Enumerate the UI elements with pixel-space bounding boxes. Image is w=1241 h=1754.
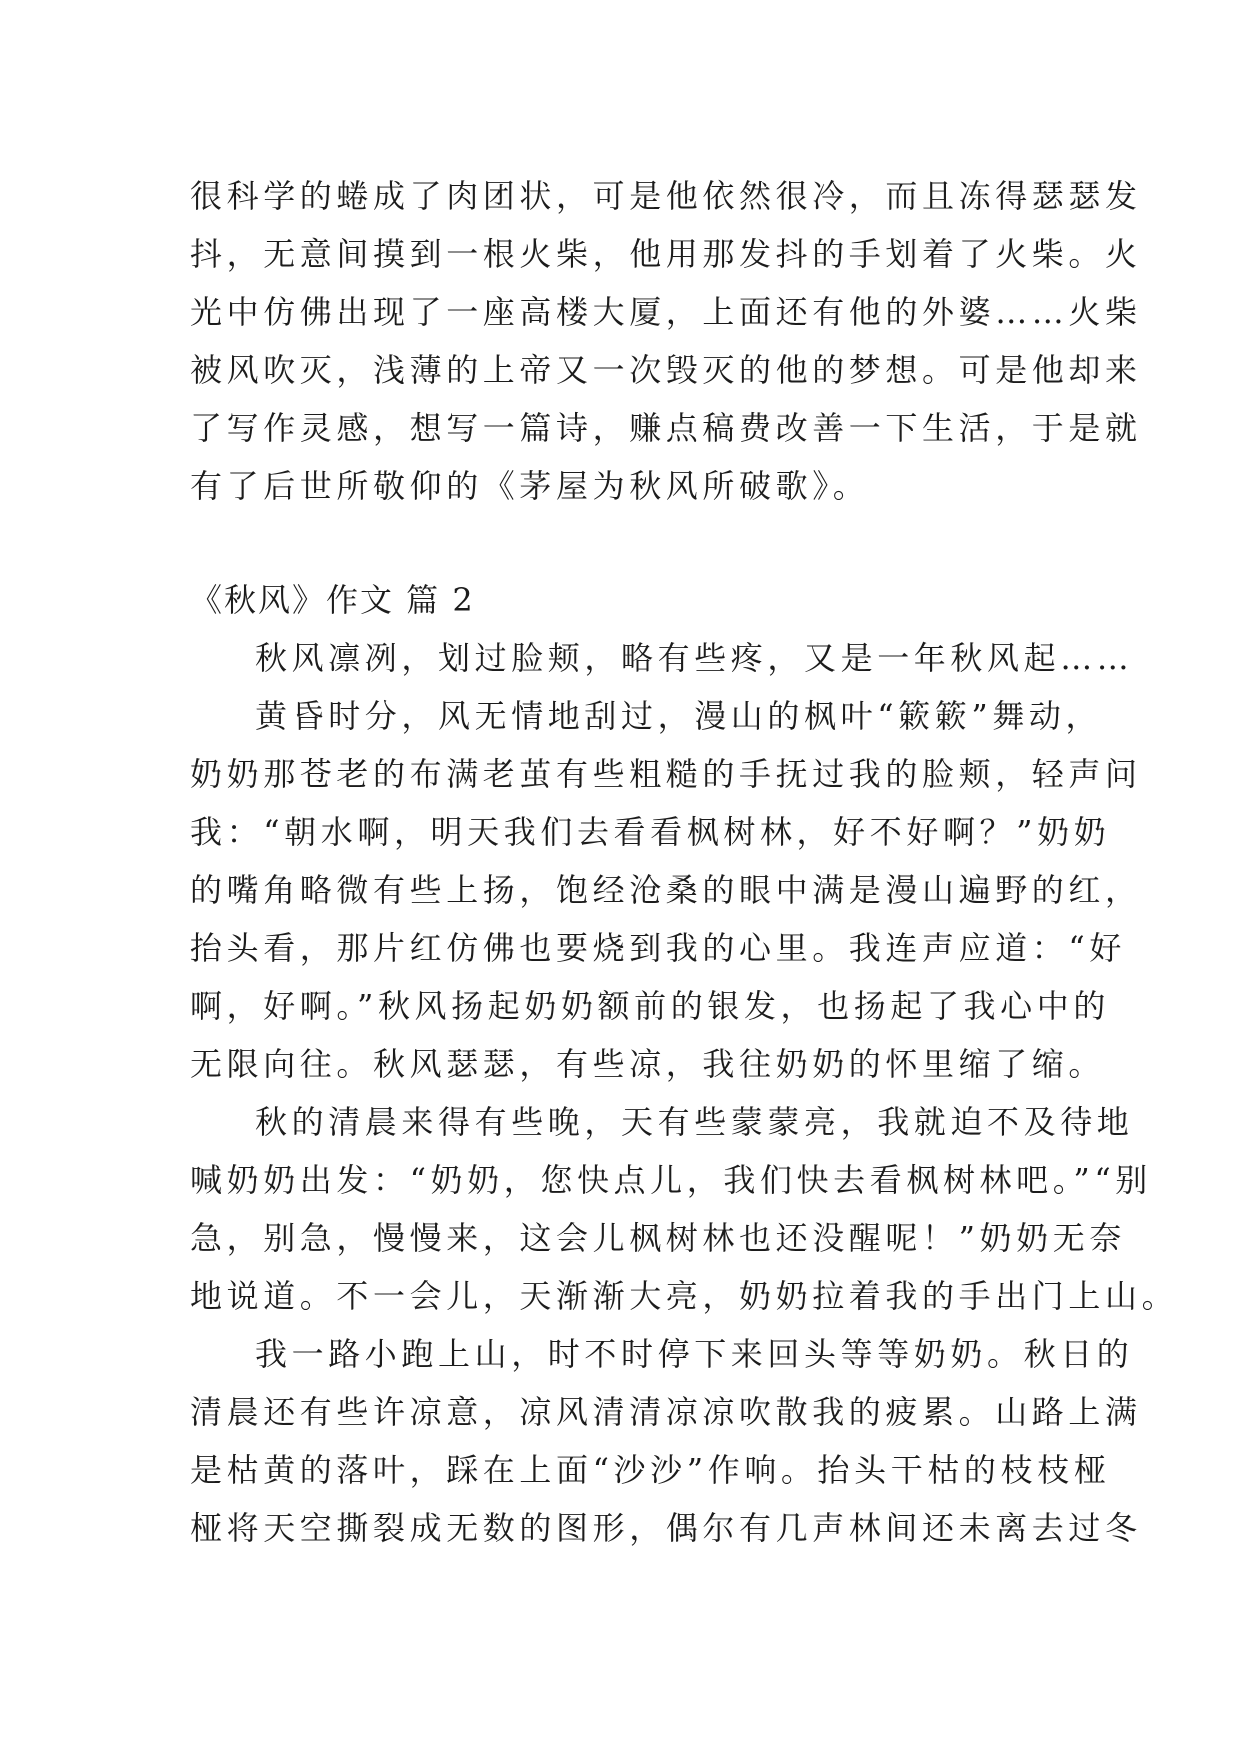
paragraph-4-line-2: 喊奶奶出发：“奶奶，您快点儿，我们快去看枫树林吧。”“别 [190,1161,1152,1199]
paragraph-3-line-2: 奶奶那苍老的布满老茧有些粗糙的手抚过我的脸颊，轻声问 [190,755,1142,793]
paragraph-3-line-1: 黄昏时分，风无情地刮过，漫山的枫叶“簌簌”舞动， [255,697,1103,735]
paragraph-1-line-1: 很科学的蜷成了肉团状，可是他依然很冷，而且冻得瑟瑟发 [190,177,1142,215]
paragraph-1-line-4: 被风吹灭，浅薄的上帝又一次毁灭的他的梦想。可是他却来 [190,351,1142,389]
paragraph-3-line-5: 抬头看，那片红仿佛也要烧到我的心里。我连声应道：“好 [190,929,1126,967]
paragraph-3-line-6: 啊，好啊。”秋风扬起奶奶额前的银发，也扬起了我心中的 [190,987,1110,1025]
paragraph-3-line-7: 无限向往。秋风瑟瑟，有些凉，我往奶奶的怀里缩了缩。 [190,1045,1106,1083]
paragraph-5-line-1: 我一路小跑上山，时不时停下来回头等等奶奶。秋日的 [255,1335,1134,1373]
paragraph-1-line-6: 有了后世所敬仰的《茅屋为秋风所破歌》。 [190,467,870,505]
paragraph-5-line-4: 桠将天空撕裂成无数的图形，偶尔有几声林间还未离去过冬 [190,1509,1142,1547]
paragraph-1-line-2: 抖，无意间摸到一根火柴，他用那发抖的手划着了火柴。火 [190,235,1142,273]
paragraph-3-line-4: 的嘴角略微有些上扬，饱经沧桑的眼中满是漫山遍野的红， [190,871,1142,909]
paragraph-1-line-5: 了写作灵感，想写一篇诗，赚点稿费改善一下生活，于是就 [190,409,1142,447]
section-title: 《秋风》作文 篇 2 [190,581,475,619]
paragraph-5-line-3: 是枯黄的落叶，踩在上面“沙沙”作响。抬头干枯的枝枝桠 [190,1451,1111,1489]
paragraph-4-line-3: 急，别急，慢慢来，这会儿枫树林也还没醒呢！”奶奶无奈 [190,1219,1126,1257]
paragraph-4-line-4: 地说道。不一会儿，天渐渐大亮，奶奶拉着我的手出门上山。 [190,1277,1179,1315]
paragraph-3-line-3: 我：“朝水啊，明天我们去看看枫树林，好不好啊？”奶奶 [190,813,1111,851]
paragraph-4-line-1: 秋的清晨来得有些晚，天有些蒙蒙亮，我就迫不及待地 [255,1103,1134,1141]
paragraph-2-line-1: 秋风凛冽，划过脸颊，略有些疼，又是一年秋风起…… [255,639,1134,677]
paragraph-5-line-2: 清晨还有些许凉意，凉风清清凉凉吹散我的疲累。山路上满 [190,1393,1142,1431]
paragraph-1-line-3: 光中仿佛出现了一座高楼大厦，上面还有他的外婆……火柴 [190,293,1142,331]
